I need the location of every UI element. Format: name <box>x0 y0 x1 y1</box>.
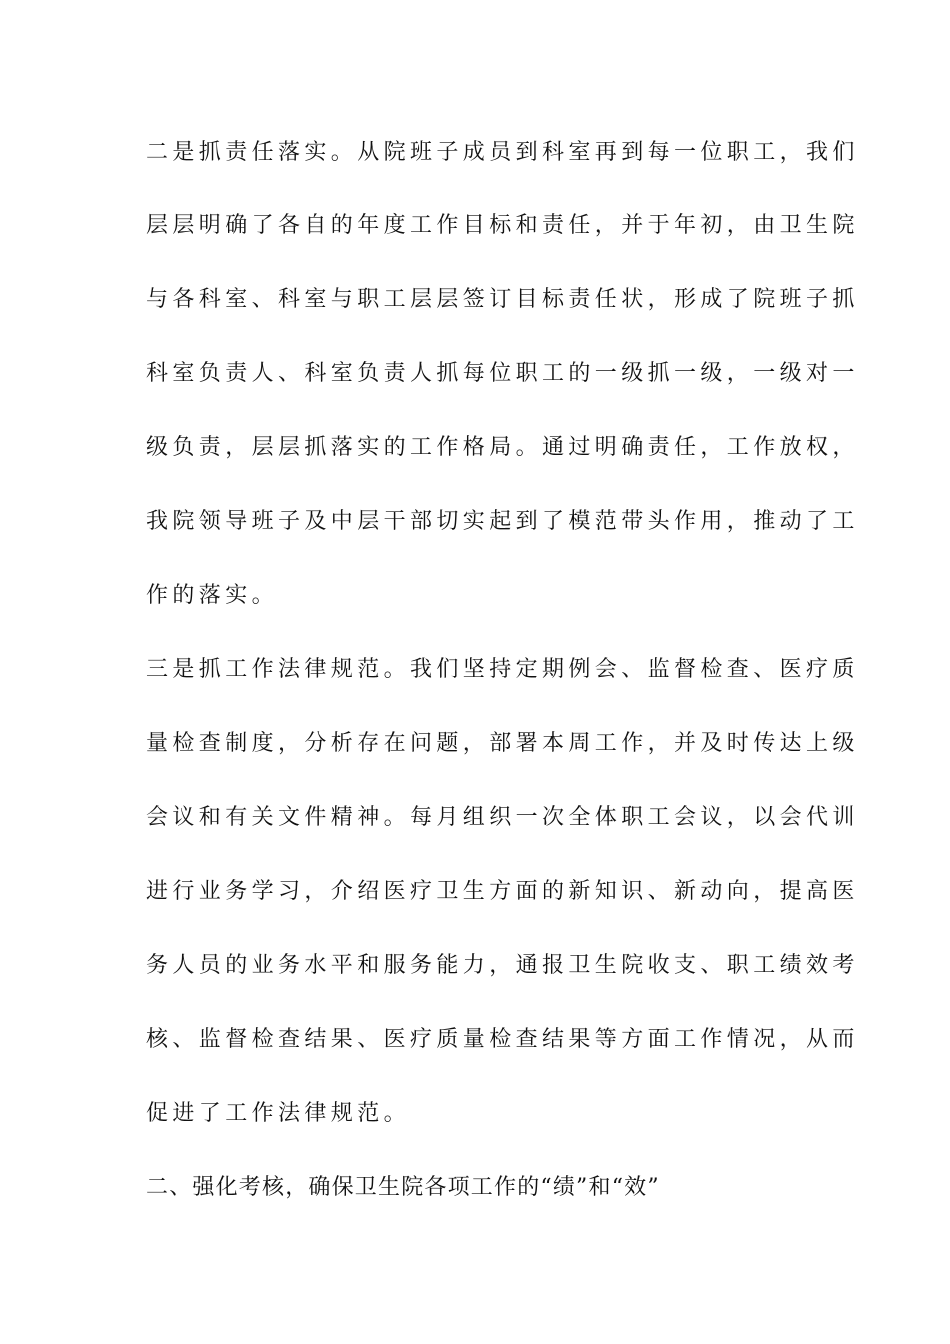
text-line-1: 二是抓责任落实。从院班子成员到科室再到每一位职工，我们 <box>146 140 859 165</box>
text-line-13: 核、监督检查结果、医疗质量检查结果等方面工作情况，从而 <box>146 1027 859 1052</box>
text-line-9: 量检查制度，分析存在问题，部署本周工作，并及时传达上级 <box>146 731 859 756</box>
text-line-10: 会议和有关文件精神。每月组织一次全体职工会议，以会代训 <box>146 805 859 830</box>
section-heading: 二、强化考核，确保卫生院各项工作的“绩”和“效” <box>146 1175 660 1200</box>
text-line-6: 我院领导班子及中层干部切实起到了模范带头作用，推动了工 <box>146 509 859 534</box>
text-line-3: 与各科室、科室与职工层层签订目标责任状，形成了院班子抓 <box>146 287 859 312</box>
text-line-11: 进行业务学习，介绍医疗卫生方面的新知识、新动向，提高医 <box>146 879 859 904</box>
text-line-2: 层层明确了各自的年度工作目标和责任，并于年初，由卫生院 <box>146 213 859 238</box>
text-line-14: 促进了工作法律规范。 <box>146 1101 411 1126</box>
text-line-5: 级负责，层层抓落实的工作格局。通过明确责任，工作放权， <box>146 435 859 460</box>
text-line-4: 科室负责人、科室负责人抓每位职工的一级抓一级，一级对一 <box>146 361 859 386</box>
text-line-12: 务人员的业务水平和服务能力，通报卫生院收支、职工绩效考 <box>146 953 859 978</box>
text-line-7: 作的落实。 <box>146 583 279 608</box>
text-line-8: 三是抓工作法律规范。我们坚持定期例会、监督检查、医疗质 <box>146 657 859 682</box>
